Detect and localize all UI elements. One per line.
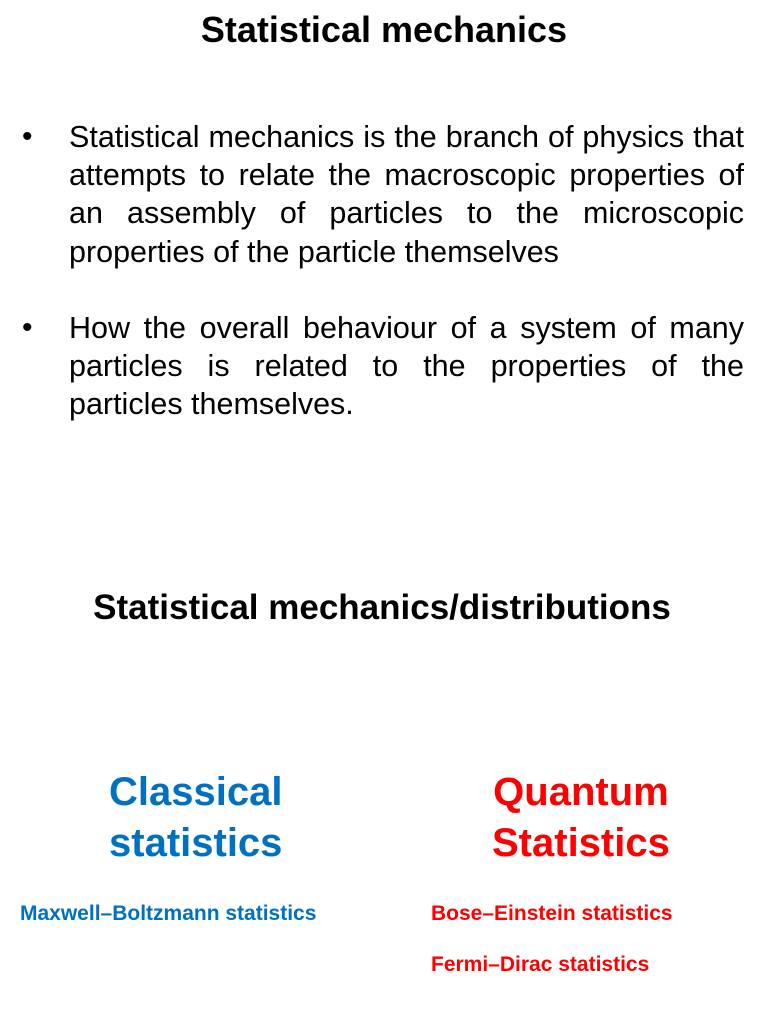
bullet-text: Statistical mechanics is the branch of physics that attempts to relate the macroscopic properties of an assembly of particles to the microscopic properties of the particle themselves — [69, 120, 744, 269]
maxwell-boltzmann-label: Maxwell–Boltzmann statistics — [20, 902, 317, 925]
bullet-item-behaviour — [22, 309, 744, 424]
quantum-heading-line2: Statistics — [492, 821, 670, 865]
bullet-marker: • — [22, 120, 33, 153]
quantum-statistics-heading — [492, 767, 670, 869]
bose-einstein-label: Bose–Einstein statistics — [431, 902, 673, 925]
quantum-heading-line1: Quantum — [493, 770, 669, 814]
fermi-dirac-label: Fermi–Dirac statistics — [431, 953, 650, 976]
bullet-marker: • — [22, 310, 33, 344]
bullet-text: How the overall behaviour of a system of many particles is related to the properties of the particles themselves. — [69, 310, 744, 422]
bullet-item-definition — [22, 118, 744, 271]
classical-heading-line1: Classical — [109, 770, 283, 814]
page-title: Statistical mechanics — [200, 9, 568, 50]
bullet-list — [22, 118, 744, 423]
classical-statistics-heading — [109, 767, 282, 869]
classical-heading-line2: statistics — [109, 821, 283, 865]
distributions-heading: Statistical mechanics/distributions — [93, 588, 671, 627]
